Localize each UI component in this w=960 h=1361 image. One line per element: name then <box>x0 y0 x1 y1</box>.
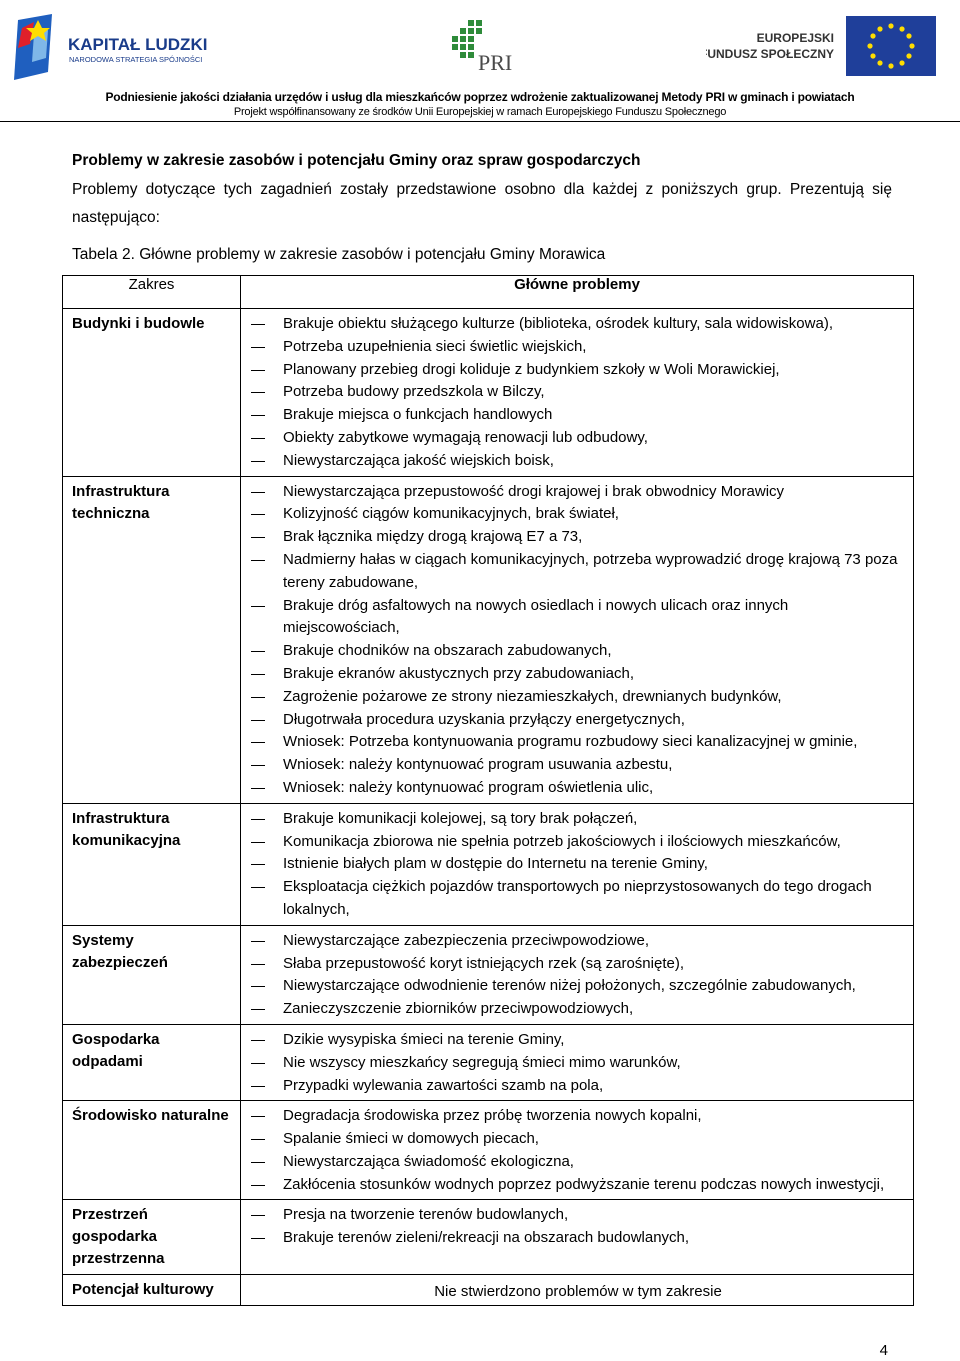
row-problems <box>241 476 914 803</box>
list-item <box>251 731 905 754</box>
problem-text: Potrzeba uzupełnienia sieci świetlic wiejskich, <box>283 337 587 355</box>
dash-bullet <box>251 1040 265 1041</box>
list-item <box>251 359 905 382</box>
problem-text: Słaba przepustowość koryt istniejących rzek (są zarośnięte), <box>283 954 685 972</box>
list-item <box>251 1151 905 1174</box>
problem-text: Zanieczyszczenie zbiorników przeciwpowodziowych, <box>283 1000 634 1018</box>
problem-text: Zakłócenia stosunków wodnych poprzez podwyższanie terenu podczas nowych inwestycji, <box>283 1175 885 1193</box>
problem-text: Niewystarczająca przepustowość drogi krajowej i brak obwodnicy Morawicy <box>283 482 785 500</box>
problem-text: Zagrożenie pożarowe ze strony niezamieszkałych, drewnianych budynków, <box>283 687 782 705</box>
row-category: Przestrzeń gospodarka przestrzenna <box>63 1200 241 1275</box>
list-item <box>251 427 905 450</box>
list-item <box>251 777 905 800</box>
problem-text: Spalanie śmieci w domowych piecach, <box>283 1130 539 1148</box>
project-funding-note: Projekt współfinansowany ze środków Unii Europejskiej w ramach Europejskiego Funduszu Społecznego <box>233 106 727 118</box>
table-row <box>63 925 914 1024</box>
row-problems <box>241 1200 914 1275</box>
dash-bullet <box>251 651 265 652</box>
problem-text: Brakuje dróg asfaltowych na nowych osiedlach i nowych ulicach oraz innych miejscowościach, <box>283 596 789 637</box>
list-item <box>251 526 905 549</box>
dash-bullet <box>251 720 265 721</box>
dash-bullet <box>251 606 265 607</box>
dash-bullet <box>251 1139 265 1140</box>
dash-bullet <box>251 492 265 493</box>
list-item <box>251 686 905 709</box>
row-category: Środowisko naturalne <box>63 1101 241 1200</box>
dash-bullet <box>251 1009 265 1010</box>
dash-bullet <box>251 765 265 766</box>
list-item <box>251 1029 905 1052</box>
problem-text: Dzikie wysypiska śmieci na terenie Gminy, <box>283 1030 565 1048</box>
problem-text: Wniosek: należy kontynuować program oświetlenia ulic, <box>283 778 654 796</box>
table-caption: Tabela 2. Główne problemy w zakresie zasobów i potencjału Gminy Morawica <box>72 246 606 263</box>
list-item <box>251 549 905 595</box>
list-item <box>251 709 905 732</box>
dash-bullet <box>251 1086 265 1087</box>
list-item <box>251 640 905 663</box>
problem-text: Degradacja środowiska przez próbę tworzenia nowych kopalni, <box>283 1107 702 1125</box>
dash-bullet <box>251 370 265 371</box>
efs-eu-logo <box>706 14 942 78</box>
problem-text: Potrzeba budowy przedszkola w Bilczy, <box>283 383 545 401</box>
list-item <box>251 754 905 777</box>
dash-bullet <box>251 742 265 743</box>
header-divider <box>0 121 960 122</box>
dash-bullet <box>251 347 265 348</box>
list-item <box>251 1052 905 1075</box>
table-row <box>63 1024 914 1100</box>
problem-text: Brakuje terenów zieleni/rekreacji na obszarach budowlanych, <box>283 1229 690 1247</box>
svg-text:FUNDUSZ SPOŁECZNY: FUNDUSZ SPOŁECZNY <box>706 47 834 61</box>
dash-bullet <box>251 1238 265 1239</box>
list-item <box>251 336 905 359</box>
list-item <box>251 1174 905 1197</box>
problem-text: Obiekty zabytkowe wymagają renowacji lub odbudowy, <box>283 428 648 446</box>
problem-list <box>251 808 905 922</box>
list-item <box>251 1128 905 1151</box>
dash-bullet <box>251 819 265 820</box>
svg-text:NARODOWA STRATEGIA SPÓJNOŚCI: NARODOWA STRATEGIA SPÓJNOŚCI <box>69 55 203 64</box>
dash-bullet <box>251 964 265 965</box>
problems-table <box>62 275 914 1306</box>
table-row <box>63 1200 914 1275</box>
row-category: Potencjał kulturowy <box>63 1275 241 1306</box>
problem-text: Planowany przebieg drogi koliduje z budynkiem szkoły w Woli Morawickiej, <box>283 360 780 378</box>
row-problems <box>241 925 914 1024</box>
problem-text: Przypadki wylewania zawartości szamb na pola, <box>283 1076 604 1094</box>
row-problems <box>241 1101 914 1200</box>
list-item <box>251 503 905 526</box>
problem-text: Długotrwała procedura uzyskania przyłączy energetycznych, <box>283 710 685 728</box>
dash-bullet <box>251 941 265 942</box>
list-item <box>251 404 905 427</box>
problem-text: Brak łącznika między drogą krajową E7 a 73, <box>283 528 583 546</box>
list-item <box>251 853 905 876</box>
row-category: Systemy zabezpieczeń <box>63 925 241 1024</box>
row-category: Infrastruktura komunikacyjna <box>63 803 241 925</box>
project-title: Podniesienie jakości działania urzędów i usług dla mieszkańców poprzez wdrożenie zaktualizowanej Metody PRI w gminach i powiatach <box>105 90 855 104</box>
table-header-row <box>63 276 914 309</box>
problem-text: Niewystarczające zabezpieczenia przeciwpowodziowe, <box>283 931 650 949</box>
table-row <box>63 476 914 803</box>
table-row <box>63 1101 914 1200</box>
no-problems-note: Nie stwierdzono problemów w tym zakresie <box>241 1275 914 1306</box>
list-item <box>251 975 905 998</box>
dash-bullet <box>251 697 265 698</box>
list-item <box>251 1227 905 1250</box>
row-problems <box>241 1024 914 1100</box>
problem-list <box>251 930 905 1021</box>
problem-text: Brakuje miejsca o funkcjach handlowych <box>283 406 553 424</box>
problem-list <box>251 1105 905 1196</box>
dash-bullet <box>251 392 265 393</box>
list-item <box>251 953 905 976</box>
problem-text: Nie wszyscy mieszkańcy segregują śmieci mimo warunków, <box>283 1053 681 1071</box>
list-item <box>251 450 905 473</box>
problem-text: Wniosek: Potrzeba kontynuowania programu rozbudowy sieci kanalizacyjnej w gminie, <box>283 733 858 751</box>
kapital-ludzki-logo <box>12 14 222 80</box>
svg-text:EUROPEJSKI: EUROPEJSKI <box>756 31 834 45</box>
problem-text: Presja na tworzenie terenów budowlanych, <box>283 1206 569 1224</box>
dash-bullet <box>251 674 265 675</box>
list-item <box>251 481 905 504</box>
dash-bullet <box>251 438 265 439</box>
dash-bullet <box>251 788 265 789</box>
dash-bullet <box>251 986 265 987</box>
svg-text:PRI: PRI <box>478 50 513 75</box>
pri-logo <box>446 16 516 76</box>
list-item <box>251 876 905 922</box>
list-item <box>251 1105 905 1128</box>
problem-text: Wniosek: należy kontynuować program usuwania azbestu, <box>283 756 673 774</box>
problem-text: Komunikacja zbiorowa nie spełnia potrzeb jakościowych i ilościowych mieszkańców, <box>283 832 841 850</box>
dash-bullet <box>251 537 265 538</box>
dash-bullet <box>251 415 265 416</box>
dash-bullet <box>251 461 265 462</box>
dash-bullet <box>251 887 265 888</box>
problem-text: Niewystarczająca jakość wiejskich boisk, <box>283 451 554 469</box>
problem-text: Brakuje komunikacji kolejowej, są tory brak połączeń, <box>283 809 638 827</box>
page-number: 4 <box>879 1342 888 1359</box>
problem-text: Kolizyjność ciągów komunikacyjnych, brak świateł, <box>283 505 619 523</box>
dash-bullet <box>251 1215 265 1216</box>
dash-bullet <box>251 864 265 865</box>
svg-text:KAPITAŁ LUDZKI: KAPITAŁ LUDZKI <box>68 35 208 54</box>
list-item <box>251 381 905 404</box>
header-problemy: Główne problemy <box>241 276 914 309</box>
list-item <box>251 998 905 1021</box>
table-row <box>63 309 914 477</box>
section-title: Problemy w zakresie zasobów i potencjału Gminy oraz spraw gospodarczych <box>72 152 641 169</box>
dash-bullet <box>251 1063 265 1064</box>
list-item <box>251 930 905 953</box>
section-content <box>72 150 892 266</box>
table-row <box>63 803 914 925</box>
list-item <box>251 313 905 336</box>
list-item <box>251 808 905 831</box>
row-problems <box>241 803 914 925</box>
row-category: Budynki i budowle <box>63 309 241 477</box>
problem-list <box>251 481 905 800</box>
dash-bullet <box>251 514 265 515</box>
dash-bullet <box>251 1116 265 1117</box>
problem-list <box>251 1029 905 1097</box>
list-item <box>251 595 905 641</box>
problem-text: Brakuje ekranów akustycznych przy zabudowaniach, <box>283 664 635 682</box>
problem-text: Brakuje chodników na obszarach zabudowanych, <box>283 642 612 660</box>
dash-bullet <box>251 1162 265 1163</box>
problem-list <box>251 1204 905 1250</box>
problem-list <box>251 313 905 473</box>
list-item <box>251 1075 905 1098</box>
dash-bullet <box>251 1185 265 1186</box>
problem-text: Nadmierny hałas w ciągach komunikacyjnych, potrzeba wyprowadzić drogę krajową 73 poza tereny zabudowane, <box>283 550 898 591</box>
dash-bullet <box>251 324 265 325</box>
dash-bullet <box>251 842 265 843</box>
problem-text: Niewystarczająca świadomość ekologiczna, <box>283 1152 574 1170</box>
list-item <box>251 831 905 854</box>
problem-text: Brakuje obiektu służącego kulturze (biblioteka, ośrodek kultury, sala widowiskowa), <box>283 315 833 332</box>
problem-text: Eksploatacja ciężkich pojazdów transportowych po nieprzystosowanych do tego drogach lokalnych, <box>283 878 872 918</box>
table-row <box>63 1275 914 1306</box>
list-item <box>251 1204 905 1227</box>
problem-text: Istnienie białych plam w dostępie do Internetu na terenie Gminy, <box>283 855 708 873</box>
row-problems <box>241 309 914 477</box>
section-intro: Problemy dotyczące tych zagadnień zostały przedstawione osobno dla każdej z poniższych grup. Prezentują się następująco: <box>72 181 892 226</box>
dash-bullet <box>251 560 265 561</box>
header-zakres: Zakres <box>63 276 241 309</box>
list-item <box>251 663 905 686</box>
row-category: Infrastruktura techniczna <box>63 476 241 803</box>
page-header <box>0 0 960 124</box>
row-category: Gospodarka odpadami <box>63 1024 241 1100</box>
problem-text: Niewystarczające odwodnienie terenów niżej położonych, szczególnie zabudowanych, <box>283 977 856 995</box>
